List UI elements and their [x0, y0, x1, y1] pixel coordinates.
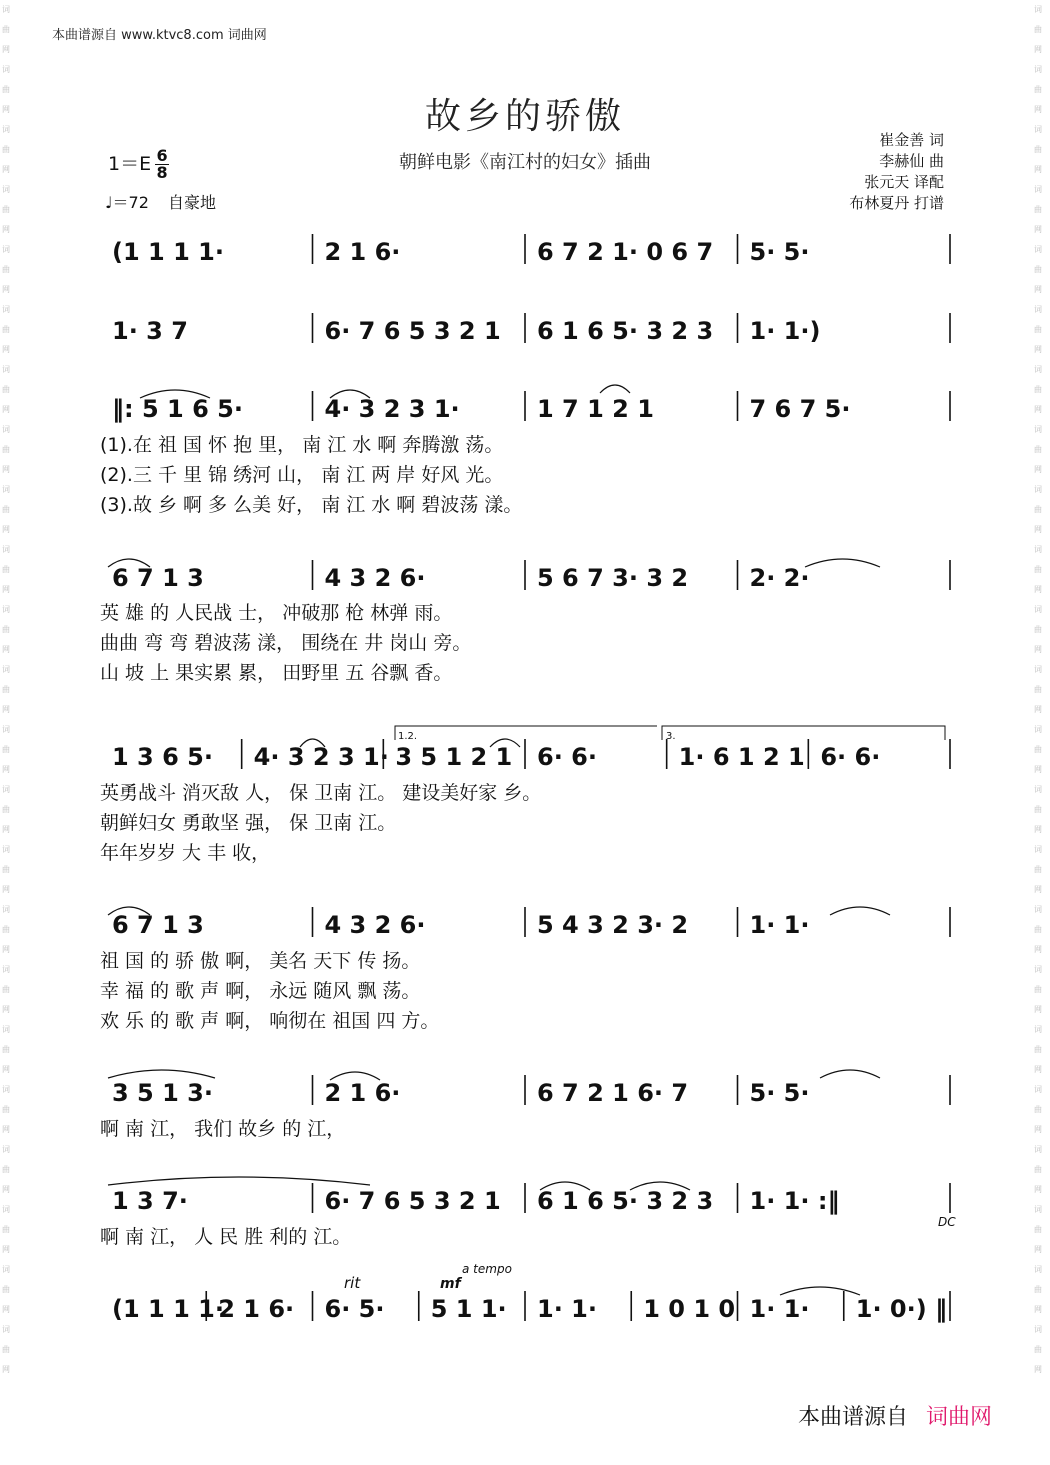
- measure-notes: (1 1 1 1·: [112, 238, 224, 266]
- lyric-line: 曲曲 弯 弯 碧波荡 漾， 围绕在 井 岗山 旁。: [100, 632, 472, 654]
- measure-notes: 5 1 1·: [430, 1295, 507, 1323]
- slur: [805, 559, 880, 567]
- side-watermark-left: 词曲网词曲网词曲网词曲网词曲网词曲网词曲网词曲网词曲网词曲网词曲网词曲网词曲网词曲网词曲网词曲网词曲网词曲网词曲网词曲网词曲网词曲网词曲网: [2, 5, 10, 1374]
- volta-label-2: 3.: [666, 731, 676, 742]
- footer: [798, 1400, 992, 1431]
- lyric-line: 朝鲜妇女 勇敢坚 强， 保 卫南 江。: [100, 812, 397, 834]
- side-watermark-right: 词曲网词曲网词曲网词曲网词曲网词曲网词曲网词曲网词曲网词曲网词曲网词曲网词曲网词曲网词曲网词曲网词曲网词曲网词曲网词曲网词曲网词曲网词曲网: [1034, 5, 1042, 1374]
- volta-label-1: 1.2.: [398, 731, 418, 742]
- lyric-line: 祖 国 的 骄 傲 啊， 美名 天下 传 扬。: [100, 950, 421, 972]
- lyric-line: 啊 南 江， 人 民 胜 利的 江。: [100, 1226, 352, 1248]
- measure-notes: 6· 5·: [324, 1295, 385, 1323]
- volta-bracket-1: [395, 726, 657, 740]
- measure-notes: 2 1 6·: [324, 1079, 401, 1107]
- measure-notes: 1· 1· :‖: [749, 1187, 840, 1215]
- slur: [108, 1070, 215, 1078]
- lyric-line: 幸 福 的 歌 声 啊， 永远 随风 飘 荡。: [100, 980, 421, 1002]
- measure-notes: 2· 2·: [749, 564, 810, 592]
- measure-notes: 2 1 6·: [218, 1295, 295, 1323]
- measure-notes: 1· 1·: [537, 1295, 597, 1323]
- measure-notes: ‖: 5 1 6 5·: [112, 395, 243, 423]
- measure-notes: 6 7 1 3: [112, 911, 204, 939]
- tempo-value: ＝72: [112, 193, 149, 212]
- footer-brand: 词曲网: [925, 1405, 992, 1430]
- credit-engraver: 布林夏丹 打谱: [849, 194, 944, 212]
- key-label: 1＝E: [108, 153, 152, 175]
- footer-prefix: 本曲谱源自: [797, 1405, 908, 1430]
- mf-marking: mf: [440, 1276, 461, 1292]
- measure-notes: 4· 3 2 3 1·: [324, 395, 460, 423]
- meter-top: 6: [156, 146, 168, 165]
- measure-notes: 6 7 2 1 6· 7: [537, 1079, 689, 1107]
- slur: [830, 907, 890, 915]
- measure-notes: 3 5 1 3·: [112, 1079, 213, 1107]
- measure-notes: 4· 3 2 3 1·: [253, 743, 389, 771]
- measure-notes: 5· 5·: [749, 1079, 810, 1107]
- lyric-line: 年年岁岁 大 丰 收，: [100, 842, 271, 864]
- measure-notes: 6 7 1 3: [112, 564, 204, 592]
- measure-notes: 5· 5·: [749, 238, 810, 266]
- measure-notes: 1 3 6 5·: [112, 743, 213, 771]
- measure-notes: 1· 3 7: [112, 317, 188, 345]
- measure-notes: 5 4 3 2 3· 2: [537, 911, 689, 939]
- measure-notes: 1 7 1 2 1: [537, 395, 654, 423]
- lyric-line: (3).故 乡 啊 多 么美 好， 南 江 水 啊 碧波荡 漾。: [100, 494, 523, 516]
- measure-notes: 4 3 2 6·: [324, 911, 426, 939]
- quarter-note-icon: ♩: [105, 193, 113, 212]
- lyric-line: 山 坡 上 果实累 累， 田野里 五 谷飘 香。: [100, 662, 453, 684]
- measure-notes: 6· 6·: [820, 743, 881, 771]
- measure-notes: 1· 1·: [749, 911, 810, 939]
- measure-notes: 6· 6·: [537, 743, 597, 771]
- measure-notes: 1· 6 1 2 1: [678, 743, 805, 771]
- lyric-line: 英 雄 的 人民战 士， 冲破那 枪 林弹 雨。: [100, 602, 453, 624]
- slur: [600, 385, 630, 393]
- measure-notes: 7 6 7 5·: [749, 395, 851, 423]
- slur: [780, 1287, 860, 1295]
- meter-bottom: 8: [156, 163, 168, 182]
- rit-marking: rit: [344, 1274, 361, 1292]
- dc-marking: DC: [938, 1215, 956, 1229]
- measure-notes: 1· 1·): [749, 317, 821, 345]
- measure-notes: 6 7 2 1· 0 6 7: [537, 238, 714, 266]
- volta-bracket-2: [662, 726, 945, 740]
- lyric-line: (2).三 千 里 锦 绣河 山， 南 江 两 岸 好风 光。: [100, 464, 504, 486]
- lyric-line: 英勇战斗 消灭敌 人， 保 卫南 江。 建设美好家 乡。: [100, 782, 542, 804]
- credit-lyricist: 崔金善 词: [879, 131, 944, 149]
- measure-notes: 6 1 6 5· 3 2 3: [537, 1187, 714, 1215]
- slur: [820, 1070, 880, 1078]
- measure-notes: 1 0 1 0: [643, 1295, 736, 1323]
- a-tempo-marking: a tempo: [462, 1262, 512, 1276]
- measure-notes: 1· 0·) ‖: [855, 1295, 948, 1323]
- measure-notes: 5 6 7 3· 3 2: [537, 564, 689, 592]
- credit-translator: 张元天 译配: [864, 173, 944, 191]
- lyric-line: 欢 乐 的 歌 声 啊， 响彻在 祖国 四 方。: [100, 1010, 440, 1032]
- measure-notes: 6 1 6 5· 3 2 3: [537, 317, 714, 345]
- song-title: 故乡的骄傲: [424, 96, 625, 137]
- tempo-expression: 自豪地: [168, 193, 217, 212]
- song-subtitle: 朝鲜电影《南江村的妇女》插曲: [399, 152, 651, 173]
- measure-notes: (1 1 1 1·: [112, 1295, 224, 1323]
- measure-notes: 6· 7 6 5 3 2 1: [324, 1187, 501, 1215]
- lyric-line: 啊 南 江， 我们 故乡 的 江，: [100, 1118, 346, 1140]
- measure-notes: 2 1 6·: [324, 238, 401, 266]
- slur: [108, 1177, 370, 1185]
- credit-composer: 李赫仙 曲: [879, 152, 944, 170]
- measure-notes: 3 5 1 2 1: [395, 743, 513, 771]
- source-note: 本曲谱源自 www.ktvc8.com 词曲网: [52, 28, 267, 43]
- lyric-line: (1).在 祖 国 怀 抱 里， 南 江 水 啊 奔腾激 荡。: [100, 434, 504, 456]
- measure-notes: 6· 7 6 5 3 2 1: [324, 317, 501, 345]
- measure-notes: 1 3 7·: [112, 1187, 188, 1215]
- measure-notes: 4 3 2 6·: [324, 564, 426, 592]
- measure-notes: 1· 1·: [749, 1295, 810, 1323]
